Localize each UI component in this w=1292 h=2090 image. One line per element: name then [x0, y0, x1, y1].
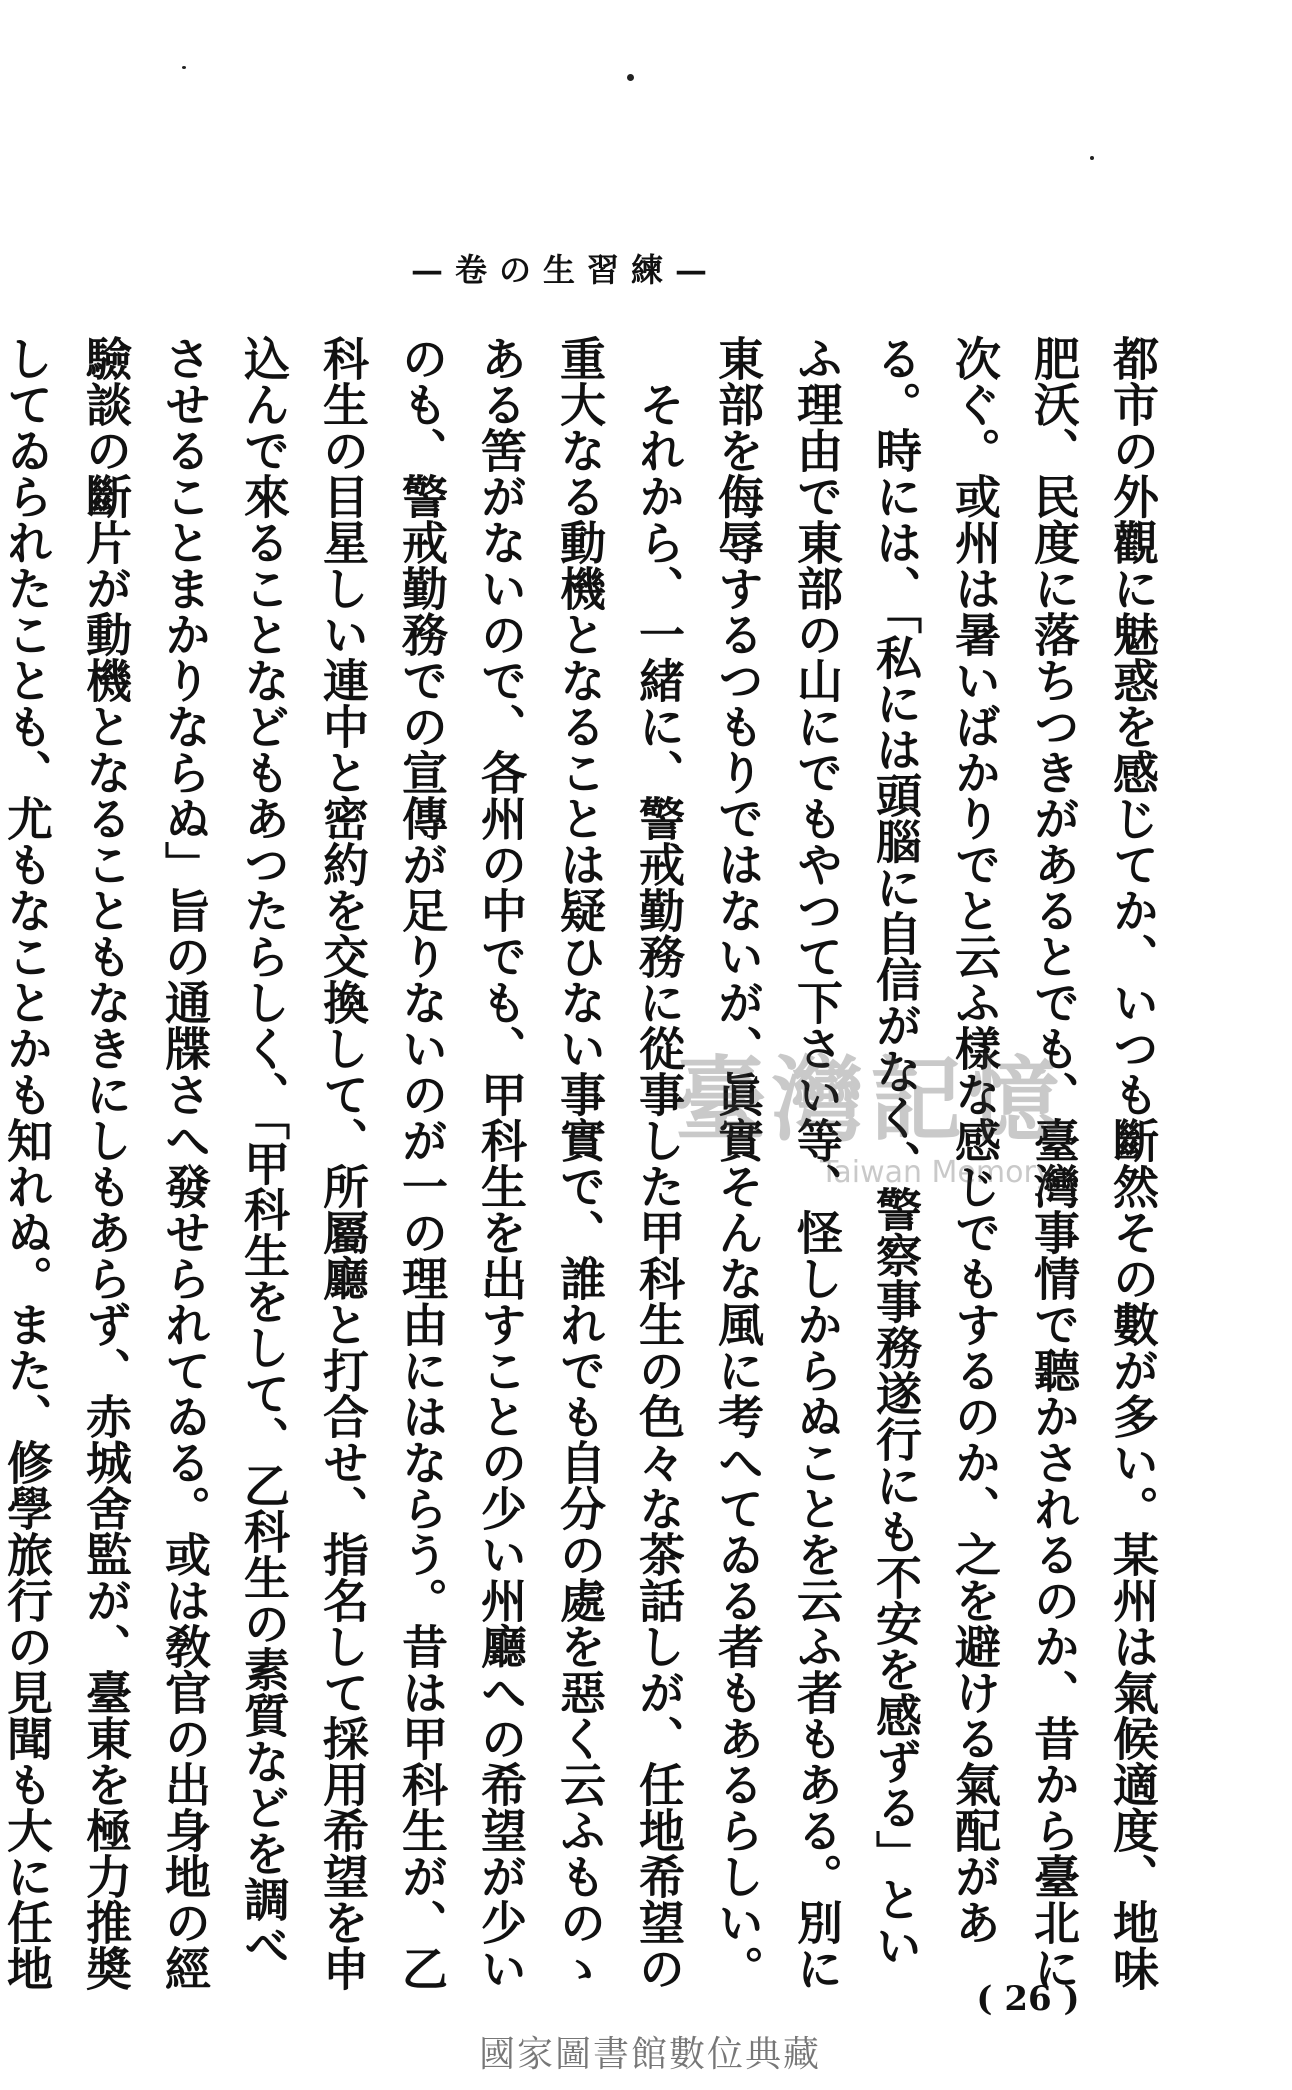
ink-speck — [182, 66, 186, 69]
paragraph-2: それから、一緒に、警戒勤務に從事した甲科生の色々な茶話しが、任地希望の重大なる動機となることは疑ひない事實で、誰れでも自分の處を惡く云ふものゝある筈がないので、各州の中でも、甲科生を出すことの少い州廳への希望が少いのも、警戒勤務での宣傳が足りないのが一の理由にはならう。昔は甲科生が、乙科生の目星しい連中と密約を交換して、所屬廳と打合せ、指名して採用希望を申込んで來ることなどもあつたらしく、「甲科生をして、乙科生の素質などを調べさせることまかりならぬ」旨の通牒さへ發せられてゐる。或は敎官の出身地の經驗談の斷片が動機となることもなきにしもあらず、赤城舍監が、臺東を極力推奬してゐられたことも、尤もなことかも知れぬ。また、修學旅行の見聞も大に任地 — [0, 335, 686, 1991]
paragraph-1: 都市の外觀に魅惑を感じてか、いつも斷然その數が多い。某州は氣候適度、地味肥沃、民度に落ちつきがあるとでも、臺灣事情で聽かされるのか、昔から臺北に次ぐ。或州は暑いばかりでと云ふ樣な感じでもするのか、之を避ける氣配がある。時には、「私には頭腦に自信がなく、警察事務遂行にも不安を感ずる」といふ理由で東部の山にでもやつて下さい等、怪しからぬことを云ふ者もある。別に東部を侮辱するつもりではないが、眞實そんな風に考へてゐる者もあるらしい。 — [711, 335, 1160, 1991]
library-footer: 國家圖書館數位典藏 — [478, 2034, 821, 2075]
ink-speck — [1090, 156, 1094, 160]
watermark-logo-subtext: Taiwan Memory — [820, 1155, 1054, 1190]
body-text — [0, 335, 1172, 2000]
running-title: —卷の生習練— — [410, 251, 719, 289]
ink-speck — [627, 74, 634, 81]
page-number: ( 26 ) — [976, 1979, 1080, 2019]
watermark-logo-text: 臺灣記憶 — [673, 1046, 1066, 1154]
